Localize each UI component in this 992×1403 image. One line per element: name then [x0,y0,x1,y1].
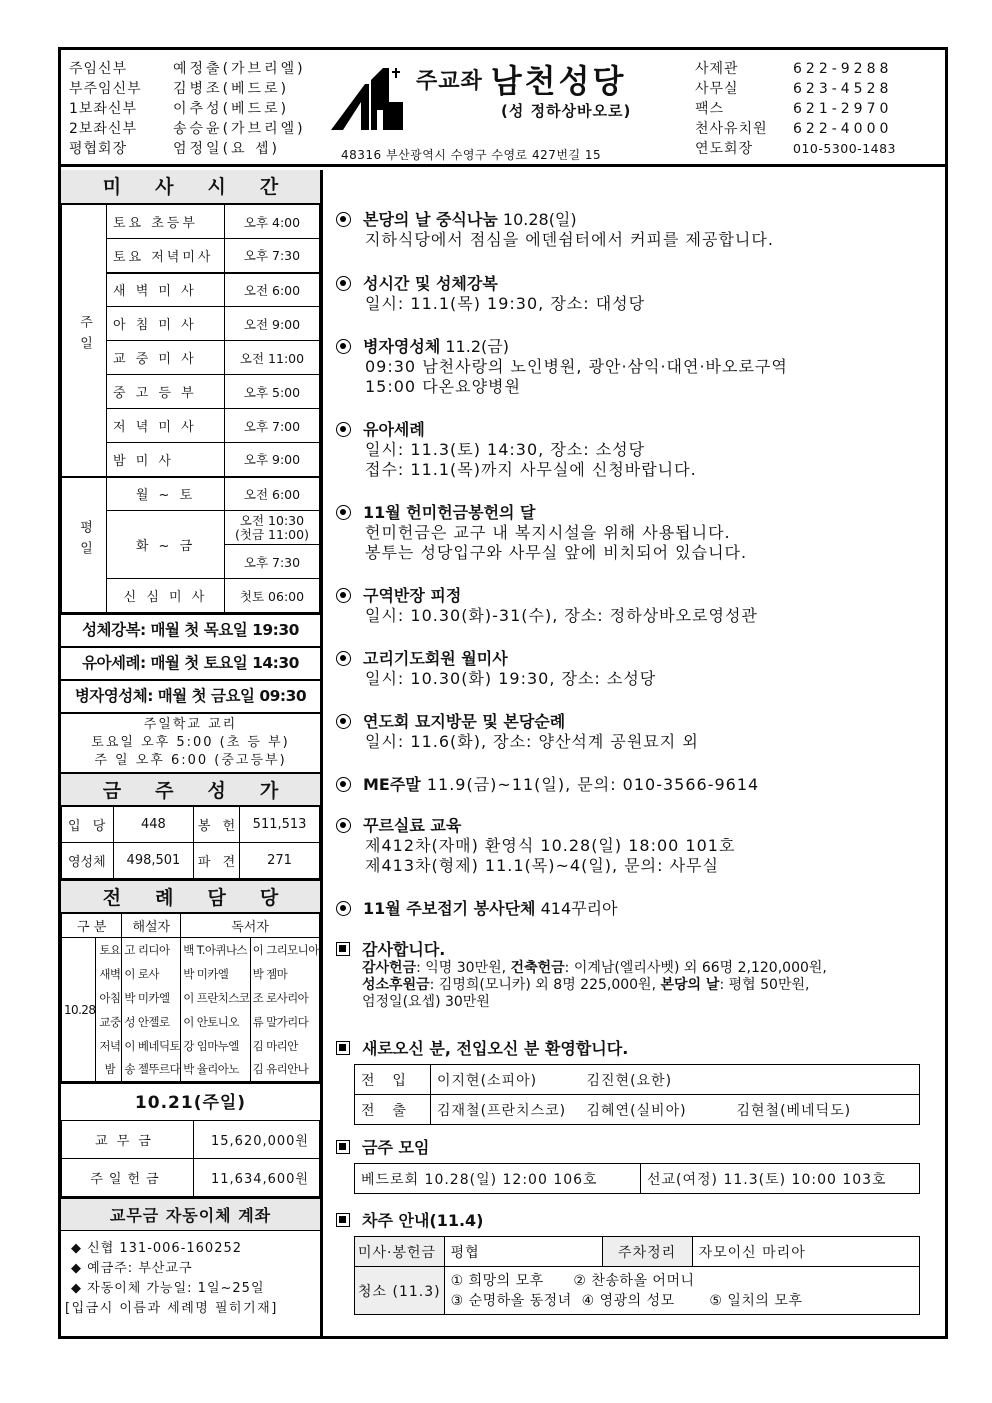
notice-extra: 414꾸리아 [535,899,618,918]
account-line: ◆ 자동이체 가능일: 1일~25일 [71,1281,265,1296]
notice-line: 일시: 10.30(화)-31(수), 장소: 정하상바오로영성관 [365,606,758,625]
notice-item [336,712,699,752]
liturgy-reader: 강 임마누엘 [181,1034,250,1058]
square-bullet-icon [336,1213,350,1227]
radio-bullet-icon [336,212,351,227]
hymns-row [62,843,320,879]
liturgy-reader: 김 유리안나 [250,1058,319,1082]
account-info [61,1231,320,1319]
staff-name: 예정출(가브리엘) [173,61,306,77]
hymn-value: 448 [114,807,194,843]
hymn-label: 파 견 [193,843,239,879]
notice-title: 꾸르실료 교육 [363,816,462,835]
notice-title: 병자영성체 [363,337,441,356]
mass-time: 오후 7:30 [225,239,320,273]
mass-name: 교 중 미 사 [107,341,225,375]
mass-times-heading: 미사시간 [61,170,320,204]
contact-row [695,119,896,139]
square-bullet-icon [336,1140,350,1154]
liturgy-kind: 저녁 [96,1034,122,1058]
notice-item [336,210,774,250]
finance-row [62,1159,320,1197]
title-prefix: 주교좌 [416,69,483,94]
parking-label: 주차정리 [602,1237,692,1267]
cleaning-groups [444,1267,919,1315]
welcome-name [731,1065,920,1095]
meeting-item: 베드로회 10.28(일) 12:00 106호 [355,1164,641,1194]
welcome-row [355,1095,920,1125]
radio-bullet-icon [336,901,351,916]
mass-time: 오후 9:00 [225,443,320,477]
special-schedule: 성체강복: 매월 첫 목요일 19:30 [61,613,320,646]
square-bullet-icon [336,942,350,956]
notice-line: 15:00 다온요양병원 [365,377,521,396]
staff-role: 주임신부 [69,61,128,77]
liturgy-row [62,938,320,962]
finance-value: 11,634,600원 [194,1159,320,1197]
mass-name: 새 벽 미 사 [107,273,225,307]
meeting-item: 선교(여정) 11.3(토) 10:00 103호 [641,1164,920,1194]
contact-label: 사무실 [695,81,739,97]
staff-name: 이추성(베드로) [173,101,290,117]
mass-times-table [61,204,320,613]
meetings-title: 금주 모임 [362,1138,430,1157]
sunday-school-title: 주일학교 교리 [143,717,238,732]
liturgy-kind: 아침 [96,986,122,1010]
liturgy-commentator: 이 베네딕토 [122,1034,181,1058]
next-week-row [355,1267,920,1315]
parking-value: 자모이신 마리아 [692,1237,919,1267]
notice-item [336,503,747,563]
staff-name: 엄정일(요 셉) [173,141,280,157]
thanks-text: : 평협 50만원, [719,977,810,993]
notice-item [336,420,697,480]
mass-time: 오전 11:00 [225,341,320,375]
notice-line: 일시: 11.1(목) 19:30, 장소: 대성당 [365,294,646,313]
mass-row [62,477,320,511]
staff-name: 송승윤(가브리엘) [173,121,306,137]
finance-value: 15,620,000원 [194,1121,320,1159]
header [61,50,945,167]
sunday-label: 주일 [77,315,92,358]
welcome-label: 전 입 [355,1065,431,1095]
contact-number: 010-5300-1483 [793,141,897,156]
welcome-title: 새로오신 분, 전입오신 분 환영합니다. [362,1039,629,1058]
notice-title: ME주말 [363,775,421,794]
notice-item [336,337,788,397]
contact-label: 연도회장 [695,141,754,157]
radio-bullet-icon [336,714,351,729]
account-note: [입금시 이름과 세례명 필히기재] [65,1301,278,1316]
staff-row [69,139,306,159]
notice-extra: 11.9(금)~11(일), 문의: 010-3566-9614 [420,775,760,794]
staff-role: 2보좌신부 [69,121,138,137]
thanks-text: : 이계남(엘리사벳) 외 66명 2,120,000원, [564,960,827,976]
welcome-table [354,1064,920,1125]
thanks-line: 엄정일(요셉) 30만원 [362,994,490,1010]
radio-bullet-icon [336,588,351,603]
mass-time-main: 오전 10:30 [239,512,305,528]
thanks-text: : 김명희(모니카) 외 8명 225,000원, [429,977,661,993]
radio-bullet-icon [336,276,351,291]
notice-title: 11월 주보접기 봉사단체 [363,899,536,918]
hymn-label: 입 당 [62,807,114,843]
contact-row [695,59,896,79]
liturgy-kind: 밤 [96,1058,122,1082]
notice-item [336,586,758,626]
mass-name: 아 침 미 사 [107,307,225,341]
church-name: 남천성당 [490,62,627,100]
notice-item [336,649,656,689]
contact-row [695,99,896,119]
staff-role: 1보좌신부 [69,101,138,117]
staff-role: 평협회장 [69,141,128,157]
notice-line: 접수: 11.1(목)까지 사무실에 신청바랍니다. [365,460,697,479]
liturgy-reader: 류 말가리다 [250,1010,319,1034]
finance-date: 10.21(주일) [61,1082,320,1120]
next-week-row [355,1237,920,1267]
mass-name: 신 심 미 사 [107,579,225,613]
mass-name: 저 녁 미 사 [107,409,225,443]
radio-bullet-icon [336,339,351,354]
notice-item [336,899,618,919]
liturgy-reader: 김 마리안 [250,1034,319,1058]
hymn-value: 511,513 [240,807,320,843]
mass-name: 중 고 등 부 [107,375,225,409]
left-sidebar [61,170,323,1336]
notice-title: 구역반장 피정 [363,586,462,605]
weekday-group-label [62,477,107,613]
notice-line: 제412차(자매) 환영식 10.28(일) 18:00 101호 [365,836,736,855]
church-logo-icon [331,62,413,132]
liturgy-header-row [62,914,320,938]
contact-number: 622-4000 [793,121,893,137]
finance-label: 주일헌금 [62,1159,194,1197]
liturgy-date: 10.28 [62,938,96,1082]
thanks-label: 감사헌금 [362,960,417,976]
liturgy-row [62,1010,320,1034]
staff-role: 부주임신부 [69,81,142,97]
offering-label: 미사·봉헌금 [355,1237,445,1267]
finance-label: 교무금 [62,1121,194,1159]
church-title [416,56,626,102]
contact-number: 623-4528 [793,81,893,97]
liturgy-kind: 교중 [96,1010,122,1034]
notice-title: 고리기도회원 월미사 [363,649,508,668]
notice-item [336,775,759,795]
mass-name: 토요 초등부 [107,205,225,239]
liturgy-heading: 전례담당 [61,879,320,913]
contact-row [695,79,896,99]
church-address: 48316 부산광역시 수영구 수영로 427번길 15 [341,148,602,162]
account-line: ◆ 예금주: 부산교구 [71,1261,193,1276]
hymn-label: 영성체 [62,843,114,879]
mass-time: 오전 6:00 [225,477,320,511]
mass-name: 토요 저녁미사 [107,239,225,273]
mass-time: 오전 9:00 [225,307,320,341]
notice-extra: 10.28(일) [497,210,577,229]
staff-list [69,59,306,159]
notice-title: 성시간 및 성체강복 [363,274,498,293]
mass-name: 화 ~ 금 [107,511,225,579]
notice-title: 본당의 날 중식나눔 [363,210,498,229]
contact-row [695,139,896,159]
thanks-label: 본당의 날 [660,977,720,993]
sunday-school-line: 토요일 오후 5:00 (초 등 부) [91,735,290,750]
next-week-table [354,1236,920,1315]
next-week-title: 차주 안내(11.4) [362,1211,484,1230]
finance-table [61,1120,320,1197]
mass-time: 오후 7:30 [225,545,320,579]
liturgy-commentator: 박 미카엘 [122,986,181,1010]
contact-number: 622-9288 [793,61,893,77]
square-bullet-icon [336,1041,350,1055]
hymns-table [61,806,320,879]
notice-item [336,816,735,876]
liturgy-commentator: 이 로사 [122,962,181,986]
contact-label: 천사유치원 [695,121,768,137]
mass-name: 월 ~ 토 [107,477,225,511]
mass-time: 오후 7:00 [225,409,320,443]
liturgy-reader: 조 로사리아 [250,986,319,1010]
meetings-section [336,1138,429,1158]
liturgy-table [61,913,320,1082]
welcome-name: 김재철(프란치스코) [431,1095,581,1125]
liturgy-row [62,986,320,1010]
next-week-section [336,1211,484,1231]
liturgy-reader: 박 율리아노 [181,1058,250,1082]
mass-time: 오후 5:00 [225,375,320,409]
liturgy-reader: 이 안토니오 [181,1010,250,1034]
contact-label: 사제관 [695,61,739,77]
welcome-name: 김현철(베네딕도) [731,1095,920,1125]
notice-line: 09:30 남천사랑의 노인병원, 광안·삼익·대연·바오로구역 [365,357,788,376]
notice-line: 일시: 11.3(토) 14:30, 장소: 소성당 [365,440,646,459]
liturgy-reader: 박 미카엘 [181,962,250,986]
liturgy-row [62,962,320,986]
thanks-text: : 익명 30만원, [416,960,511,976]
radio-bullet-icon [336,818,351,833]
notice-line: 일시: 10.30(화) 19:30, 장소: 소성당 [365,669,657,688]
liturgy-col-header: 구 분 [62,914,122,938]
radio-bullet-icon [336,651,351,666]
hymn-value: 271 [240,843,320,879]
notice-line: 제413차(형제) 11.1(목)~4(일), 문의: 사무실 [365,856,719,875]
notice-line: 일시: 11.6(화), 장소: 양산석계 공원묘지 외 [365,732,699,751]
liturgy-reader: 박 젬마 [250,962,319,986]
notice-line: 헌미헌금은 교구 내 복지시설을 위해 사용됩니다. [365,523,731,542]
thanks-line [336,960,827,977]
contact-number: 621-2970 [793,101,893,117]
liturgy-row [62,1058,320,1082]
thanks-title: 감사합니다. [362,940,446,959]
liturgy-reader: 이 프란치스코 [181,986,250,1010]
cleaning-label: 청소 (11.3) [355,1267,445,1315]
mass-time: 오전 6:00 [225,273,320,307]
contact-list [695,59,896,159]
finance-row [62,1121,320,1159]
liturgy-reader: 이 그리모니아 [250,938,319,962]
welcome-row [355,1065,920,1095]
liturgy-kind: 새벽 [96,962,122,986]
liturgy-row [62,1034,320,1058]
special-schedule: 유아세례: 매월 첫 토요일 14:30 [61,646,320,679]
weekday-label: 평일 [77,519,92,562]
liturgy-kind: 토요 [96,938,122,962]
liturgy-reader: 백 T.아퀴나스 [181,938,250,962]
hymn-value: 498,501 [114,843,194,879]
bulletin-page [58,47,948,1339]
notice-title: 연도회 묘지방문 및 본당순례 [363,712,566,731]
sunday-group-label [62,205,107,477]
staff-name: 김병조(베드로) [173,81,290,97]
liturgy-commentator: 송 젤뚜르다 [122,1058,181,1082]
welcome-section [336,1039,628,1059]
welcome-name: 이지현(소피아) [431,1065,581,1095]
mass-time-note: (첫금 11:00) [235,526,309,542]
hymn-label: 봉 헌 [193,807,239,843]
radio-bullet-icon [336,422,351,437]
liturgy-col-header: 독서자 [181,914,320,938]
liturgy-col-header: 해설자 [122,914,181,938]
meetings-row [355,1164,920,1194]
sunday-school-line: 주 일 오후 6:00 (중고등부) [94,753,287,768]
mass-time: 첫토 06:00 [225,579,320,613]
mass-time [225,511,320,545]
thanks-line [336,977,827,994]
radio-bullet-icon [336,777,351,792]
mass-name: 밤 미 사 [107,443,225,477]
notice-line: 봉투는 성당입구와 사무실 앞에 비치되어 있습니다. [365,543,748,562]
notice-title: 11월 헌미헌금봉헌의 달 [363,503,536,522]
cleaning-line: ① 희망의 모후 ② 찬송하올 어머니 [450,1272,695,1289]
notice-title: 유아세례 [363,420,425,439]
offering-value: 평협 [444,1237,602,1267]
staff-row [69,99,306,119]
welcome-name: 김혜연(실비아) [581,1095,731,1125]
account-line: ◆ 신협 131-006-160252 [71,1241,243,1256]
mass-row [62,205,320,239]
cleaning-line: ③ 순명하올 동정녀 ④ 영광의 성모 ⑤ 일치의 모후 [450,1292,803,1309]
radio-bullet-icon [336,505,351,520]
notice-extra: 11.2(금) [440,337,509,356]
account-heading: 교무금 자동이체 계좌 [61,1197,320,1231]
liturgy-commentator: 성 안젤로 [122,1010,181,1034]
meetings-table [354,1163,920,1194]
welcome-label: 전 출 [355,1095,431,1125]
special-schedule: 병자영성체: 매월 첫 금요일 09:30 [61,679,320,712]
hymns-row [62,807,320,843]
notice-item [336,274,645,314]
contact-label: 팩스 [695,101,725,117]
thanks-label: 건축헌금 [510,960,565,976]
staff-row [69,79,306,99]
hymns-heading: 금주성가 [61,772,320,806]
notice-line: 지하식당에서 점심을 에덴쉼터에서 커피를 제공합니다. [365,230,774,249]
staff-row [69,59,306,79]
mass-time: 오후 4:00 [225,205,320,239]
staff-row [69,119,306,139]
thanks-label: 성소후원금 [362,977,430,993]
sunday-school [61,712,320,772]
church-subtitle: (성 정하상바오로) [501,102,632,120]
liturgy-commentator: 고 리디아 [122,938,181,962]
thanks-section [336,940,827,1011]
welcome-name: 김진현(요한) [581,1065,731,1095]
